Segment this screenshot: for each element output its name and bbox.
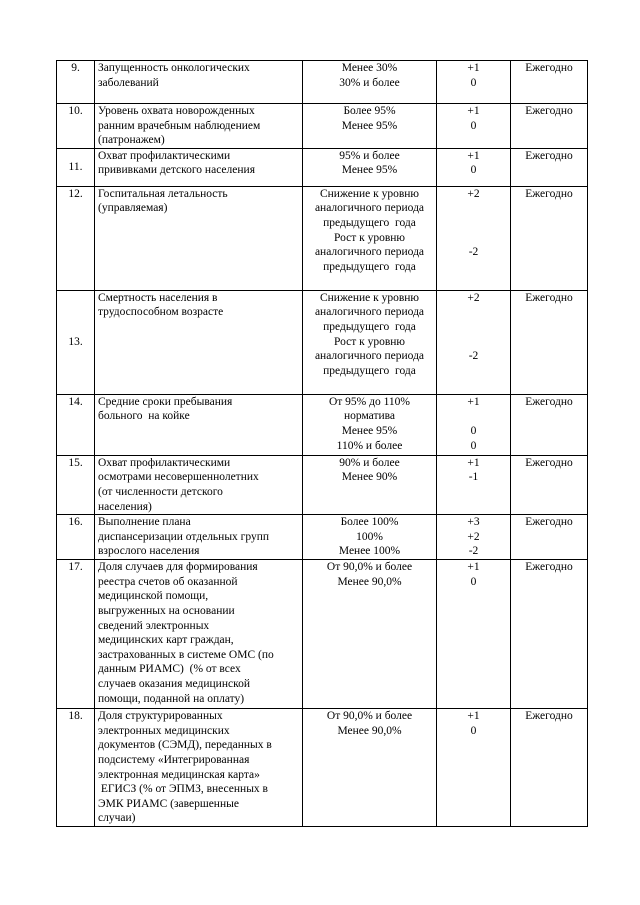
row-number-text: 17. bbox=[68, 561, 83, 574]
indicator-line: больного на койке bbox=[98, 410, 190, 423]
criteria-line: Рост к уровню bbox=[333, 231, 406, 244]
indicator-line: сведений электронных bbox=[98, 619, 210, 632]
period-cell bbox=[511, 515, 588, 560]
criteria-line: Менее 30% bbox=[341, 62, 398, 74]
row-number bbox=[57, 394, 95, 455]
indicator-line: прививками детского населения bbox=[98, 164, 255, 177]
points-value: -2 bbox=[468, 246, 479, 259]
criteria-cell bbox=[303, 455, 437, 514]
indicator-line: подсистему «Интегрированная bbox=[98, 753, 250, 766]
criteria-cell bbox=[303, 61, 437, 104]
row-number-text: 10. bbox=[68, 105, 83, 117]
indicator-line: помощи, поданной на оплату) bbox=[98, 692, 245, 705]
indicator-line: Смертность населения в bbox=[98, 291, 218, 304]
row-number bbox=[57, 455, 95, 514]
indicator-line: электронных медицинских bbox=[98, 724, 230, 737]
points-value: +2 bbox=[467, 187, 480, 200]
period-cell bbox=[511, 61, 588, 104]
indicator-line: документов (СЭМД), переданных в bbox=[98, 739, 272, 752]
criteria-line: Более 95% bbox=[343, 105, 396, 117]
criteria-line: От 95% до 110% bbox=[328, 395, 411, 408]
period-cell bbox=[511, 104, 588, 149]
indicator-cell bbox=[95, 709, 303, 827]
table-row bbox=[57, 104, 588, 149]
points-value bbox=[440, 305, 507, 320]
indicator-line: (управляемая) bbox=[98, 202, 168, 215]
criteria-line: 110% и более bbox=[336, 439, 403, 452]
criteria-line: Менее 90% bbox=[341, 471, 398, 484]
criteria-line: Снижение к уровню bbox=[319, 187, 420, 200]
points-value: -2 bbox=[468, 545, 479, 558]
points-value bbox=[440, 335, 507, 350]
points-cell bbox=[437, 104, 511, 149]
indicator-cell bbox=[95, 515, 303, 560]
indicator-line: Доля структурированных bbox=[98, 710, 223, 723]
indicator-line: Средние сроки пребывания bbox=[98, 395, 233, 408]
criteria-line: аналогичного периода bbox=[314, 350, 425, 363]
period-text: Ежегодно bbox=[525, 456, 573, 469]
criteria-cell bbox=[303, 560, 437, 709]
points-value: +3 bbox=[467, 516, 480, 529]
indicator-line: медицинской помощи, bbox=[98, 590, 209, 603]
criteria-line: норматива bbox=[343, 410, 396, 423]
points-cell bbox=[437, 148, 511, 186]
points-cell bbox=[437, 455, 511, 514]
table-row bbox=[57, 290, 588, 394]
indicator-cell bbox=[95, 290, 303, 394]
indicator-line: ранним врачебным наблюдением bbox=[98, 119, 261, 132]
table-row bbox=[57, 560, 588, 709]
period-cell bbox=[511, 709, 588, 827]
period-text: Ежегодно bbox=[525, 395, 573, 408]
points-value bbox=[440, 409, 507, 424]
row-number bbox=[57, 186, 95, 290]
period-text: Ежегодно bbox=[525, 561, 573, 574]
points-value: 0 bbox=[470, 439, 477, 452]
period-text: Ежегодно bbox=[525, 149, 573, 162]
indicator-line: Госпитальная летальность bbox=[98, 187, 228, 200]
indicator-line: Охват профилактическими bbox=[98, 149, 231, 162]
points-value: +1 bbox=[467, 395, 480, 408]
indicators-table bbox=[56, 60, 588, 827]
criteria-line: От 90,0% и более bbox=[326, 710, 413, 723]
period-text: Ежегодно bbox=[525, 187, 573, 200]
row-number bbox=[57, 515, 95, 560]
table-row bbox=[57, 455, 588, 514]
period-cell bbox=[511, 148, 588, 186]
table-row bbox=[57, 709, 588, 827]
indicator-line: осмотрами несовершеннолетних bbox=[98, 471, 259, 484]
row-number bbox=[57, 61, 95, 104]
points-value: +1 bbox=[467, 105, 480, 117]
criteria-line: предыдущего года bbox=[323, 364, 416, 377]
period-text: Ежегодно bbox=[525, 516, 573, 529]
table-row bbox=[57, 515, 588, 560]
criteria-line: Менее 90,0% bbox=[337, 724, 402, 737]
points-cell bbox=[437, 709, 511, 827]
indicator-line: (патронажем) bbox=[98, 134, 165, 147]
points-value bbox=[440, 320, 507, 335]
criteria-line: Более 100% bbox=[340, 516, 399, 529]
points-value: +1 bbox=[467, 149, 480, 162]
row-number-text: 16. bbox=[68, 516, 83, 529]
points-cell bbox=[437, 186, 511, 290]
period-text: Ежегодно bbox=[525, 105, 573, 117]
criteria-line: аналогичного периода bbox=[314, 246, 425, 259]
points-value: +2 bbox=[467, 291, 480, 304]
indicator-line: Выполнение плана bbox=[98, 516, 191, 529]
criteria-line: предыдущего года bbox=[323, 260, 416, 273]
indicator-line: Уровень охвата новорожденных bbox=[98, 105, 255, 117]
points-cell bbox=[437, 560, 511, 709]
indicator-line: ЭМК РИАМС (завершенные bbox=[98, 797, 239, 810]
indicator-line: Запущенность онкологических bbox=[98, 62, 250, 74]
criteria-cell bbox=[303, 709, 437, 827]
points-cell bbox=[437, 515, 511, 560]
row-number-text: 12. bbox=[68, 187, 83, 200]
row-number-text: 11. bbox=[68, 160, 83, 173]
points-cell bbox=[437, 290, 511, 394]
criteria-cell bbox=[303, 394, 437, 455]
criteria-line: Менее 90,0% bbox=[337, 575, 402, 588]
criteria-cell bbox=[303, 290, 437, 394]
indicator-cell bbox=[95, 104, 303, 149]
indicator-line: выгруженных на основании bbox=[98, 604, 235, 617]
period-cell bbox=[511, 186, 588, 290]
indicator-line: взрослого населения bbox=[98, 545, 200, 558]
indicator-line: (от численности детского bbox=[98, 485, 223, 498]
points-value: 0 bbox=[470, 575, 477, 588]
indicator-line: случаев оказания медицинской bbox=[98, 677, 250, 690]
indicator-cell bbox=[95, 186, 303, 290]
criteria-line: Менее 95% bbox=[341, 119, 398, 132]
points-value: +1 bbox=[467, 561, 480, 574]
indicator-line: диспансеризации отдельных групп bbox=[98, 530, 270, 543]
period-cell bbox=[511, 560, 588, 709]
indicator-cell bbox=[95, 455, 303, 514]
criteria-line: Менее 95% bbox=[341, 164, 398, 177]
points-value: +1 bbox=[467, 710, 480, 723]
indicator-line: застрахованных в системе ОМС (по bbox=[98, 648, 274, 661]
points-cell bbox=[437, 394, 511, 455]
indicators-table-body bbox=[57, 61, 588, 827]
indicator-cell bbox=[95, 394, 303, 455]
criteria-cell bbox=[303, 515, 437, 560]
indicator-line: данным РИАМС) (% от всех bbox=[98, 663, 241, 676]
indicator-cell bbox=[95, 148, 303, 186]
indicator-line: заболеваний bbox=[98, 76, 159, 89]
row-number-text: 18. bbox=[68, 710, 83, 723]
indicator-line: населения) bbox=[98, 500, 152, 513]
row-number bbox=[57, 104, 95, 149]
table-row bbox=[57, 148, 588, 186]
points-cell bbox=[437, 61, 511, 104]
table-row bbox=[57, 61, 588, 104]
criteria-line: Менее 95% bbox=[341, 424, 398, 437]
row-number bbox=[57, 709, 95, 827]
indicator-line: случаи) bbox=[98, 812, 136, 825]
points-value: 0 bbox=[470, 76, 477, 89]
points-value: -2 bbox=[468, 350, 479, 363]
criteria-cell bbox=[303, 186, 437, 290]
row-number-text: 15. bbox=[68, 456, 83, 469]
row-number bbox=[57, 148, 95, 186]
indicator-line: реестра счетов об оказанной bbox=[98, 575, 238, 588]
criteria-line: 90% и более bbox=[339, 456, 400, 469]
table-row bbox=[57, 394, 588, 455]
points-value: 0 bbox=[470, 424, 477, 437]
criteria-line: аналогичного периода bbox=[314, 306, 425, 319]
table-row bbox=[57, 186, 588, 290]
indicator-cell bbox=[95, 61, 303, 104]
indicator-line: Доля случаев для формирования bbox=[98, 561, 258, 574]
criteria-line: 95% и более bbox=[339, 149, 400, 162]
row-number-text: 14. bbox=[68, 395, 83, 408]
points-value: 0 bbox=[470, 119, 477, 132]
points-value bbox=[440, 201, 507, 216]
row-number bbox=[57, 560, 95, 709]
points-value bbox=[440, 231, 507, 246]
points-value: +1 bbox=[467, 62, 480, 74]
points-value bbox=[440, 216, 507, 231]
criteria-cell bbox=[303, 148, 437, 186]
row-number-text: 13. bbox=[68, 335, 83, 348]
criteria-line: Снижение к уровню bbox=[319, 291, 420, 304]
period-cell bbox=[511, 455, 588, 514]
criteria-line: Менее 100% bbox=[338, 545, 401, 558]
indicator-line: медицинских карт граждан, bbox=[98, 634, 234, 647]
row-number bbox=[57, 290, 95, 394]
points-value: +1 bbox=[467, 456, 480, 469]
indicator-line: Охват профилактическими bbox=[98, 456, 231, 469]
period-cell bbox=[511, 290, 588, 394]
indicator-line: трудоспособном возрасте bbox=[98, 306, 224, 319]
points-value: +2 bbox=[467, 530, 480, 543]
points-value: 0 bbox=[470, 724, 477, 737]
criteria-line: аналогичного периода bbox=[314, 202, 425, 215]
criteria-line: От 90,0% и более bbox=[326, 561, 413, 574]
period-text: Ежегодно bbox=[525, 710, 573, 723]
points-value: -1 bbox=[468, 471, 479, 484]
criteria-line: 30% и более bbox=[339, 76, 400, 89]
row-number-text: 9. bbox=[71, 62, 80, 74]
period-text: Ежегодно bbox=[525, 62, 573, 74]
criteria-line: Рост к уровню bbox=[333, 335, 406, 348]
criteria-line: предыдущего года bbox=[323, 320, 416, 333]
criteria-line: 100% bbox=[356, 530, 383, 543]
points-value: 0 bbox=[470, 164, 477, 177]
criteria-cell bbox=[303, 104, 437, 149]
period-text: Ежегодно bbox=[525, 291, 573, 304]
indicator-line: электронная медицинская карта» bbox=[98, 768, 260, 781]
indicator-cell bbox=[95, 560, 303, 709]
period-cell bbox=[511, 394, 588, 455]
indicator-line: ЕГИСЗ (% от ЭПМЗ, внесенных в bbox=[98, 783, 268, 796]
criteria-line: предыдущего года bbox=[323, 216, 416, 229]
